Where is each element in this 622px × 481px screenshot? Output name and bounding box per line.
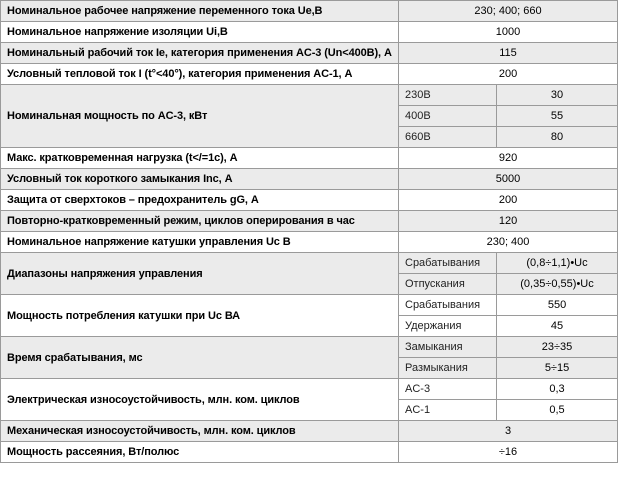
parameter-value: 120 (399, 211, 618, 232)
parameter-name: Время срабатывания, мс (1, 337, 399, 379)
table-row (1, 148, 618, 169)
sub-parameter-label: Срабатывания (399, 295, 497, 316)
table-row (1, 169, 618, 190)
parameter-value: (0,8÷1,1)•Uc (497, 253, 618, 274)
sub-parameter-label: Отпускания (399, 274, 497, 295)
parameter-name: Защита от сверхтоков – предохранитель gG, А (1, 190, 399, 211)
table-row (1, 43, 618, 64)
table-row (1, 22, 618, 43)
parameter-value: 23÷35 (497, 337, 618, 358)
parameter-value: 5÷15 (497, 358, 618, 379)
parameter-value: 55 (497, 106, 618, 127)
table-row (1, 337, 618, 358)
specifications-body (1, 1, 618, 463)
sub-parameter-label: Замыкания (399, 337, 497, 358)
parameter-name: Повторно-кратковременный режим, циклов оперирования в час (1, 211, 399, 232)
table-row (1, 1, 618, 22)
parameter-name: Номинальный рабочий ток Ie, категория применения AC-3 (Un<400В), А (1, 43, 399, 64)
sub-parameter-label: Срабатывания (399, 253, 497, 274)
parameter-name: Макс. кратковременная нагрузка (t</=1c), А (1, 148, 399, 169)
sub-parameter-label: 230В (399, 85, 497, 106)
sub-parameter-label: Удержания (399, 316, 497, 337)
parameter-name: Номинальное рабочее напряжение переменного тока Ue,В (1, 1, 399, 22)
sub-parameter-label: AC-1 (399, 400, 497, 421)
table-row (1, 85, 618, 106)
parameter-value: 30 (497, 85, 618, 106)
table-row (1, 253, 618, 274)
parameter-name: Условный ток короткого замыкания Inc, А (1, 169, 399, 190)
parameter-value: 550 (497, 295, 618, 316)
sub-parameter-label: AC-3 (399, 379, 497, 400)
table-row (1, 442, 618, 463)
parameter-value: 115 (399, 43, 618, 64)
parameter-value: 200 (399, 64, 618, 85)
table-row (1, 190, 618, 211)
parameter-name: Электрическая износоустойчивость, млн. ком. циклов (1, 379, 399, 421)
table-row (1, 232, 618, 253)
table-row (1, 295, 618, 316)
table-row (1, 64, 618, 85)
parameter-name: Условный тепловой ток I (t°<40°), категория применения AC-1, А (1, 64, 399, 85)
parameter-name: Номинальная мощность по AC-3, кВт (1, 85, 399, 148)
sub-parameter-label: Размыкания (399, 358, 497, 379)
parameter-value: 5000 (399, 169, 618, 190)
parameter-name: Мощность рассеяния, Вт/полюс (1, 442, 399, 463)
parameter-name: Механическая износоустойчивость, млн. ком. циклов (1, 421, 399, 442)
parameter-value: 200 (399, 190, 618, 211)
parameter-value: ÷16 (399, 442, 618, 463)
parameter-value: 0,5 (497, 400, 618, 421)
parameter-name: Диапазоны напряжения управления (1, 253, 399, 295)
parameter-value: 80 (497, 127, 618, 148)
parameter-value: (0,35÷0,55)•Uc (497, 274, 618, 295)
sub-parameter-label: 400В (399, 106, 497, 127)
parameter-value: 3 (399, 421, 618, 442)
sub-parameter-label: 660В (399, 127, 497, 148)
parameter-value: 0,3 (497, 379, 618, 400)
table-row (1, 211, 618, 232)
parameter-value: 230; 400; 660 (399, 1, 618, 22)
table-row (1, 379, 618, 400)
parameter-name: Номинальное напряжение катушки управления Uc В (1, 232, 399, 253)
parameter-value: 230; 400 (399, 232, 618, 253)
parameter-value: 45 (497, 316, 618, 337)
parameter-value: 1000 (399, 22, 618, 43)
table-row (1, 421, 618, 442)
parameter-value: 920 (399, 148, 618, 169)
parameter-name: Номинальное напряжение изоляции Ui,В (1, 22, 399, 43)
parameter-name: Мощность потребления катушки при Uc ВА (1, 295, 399, 337)
